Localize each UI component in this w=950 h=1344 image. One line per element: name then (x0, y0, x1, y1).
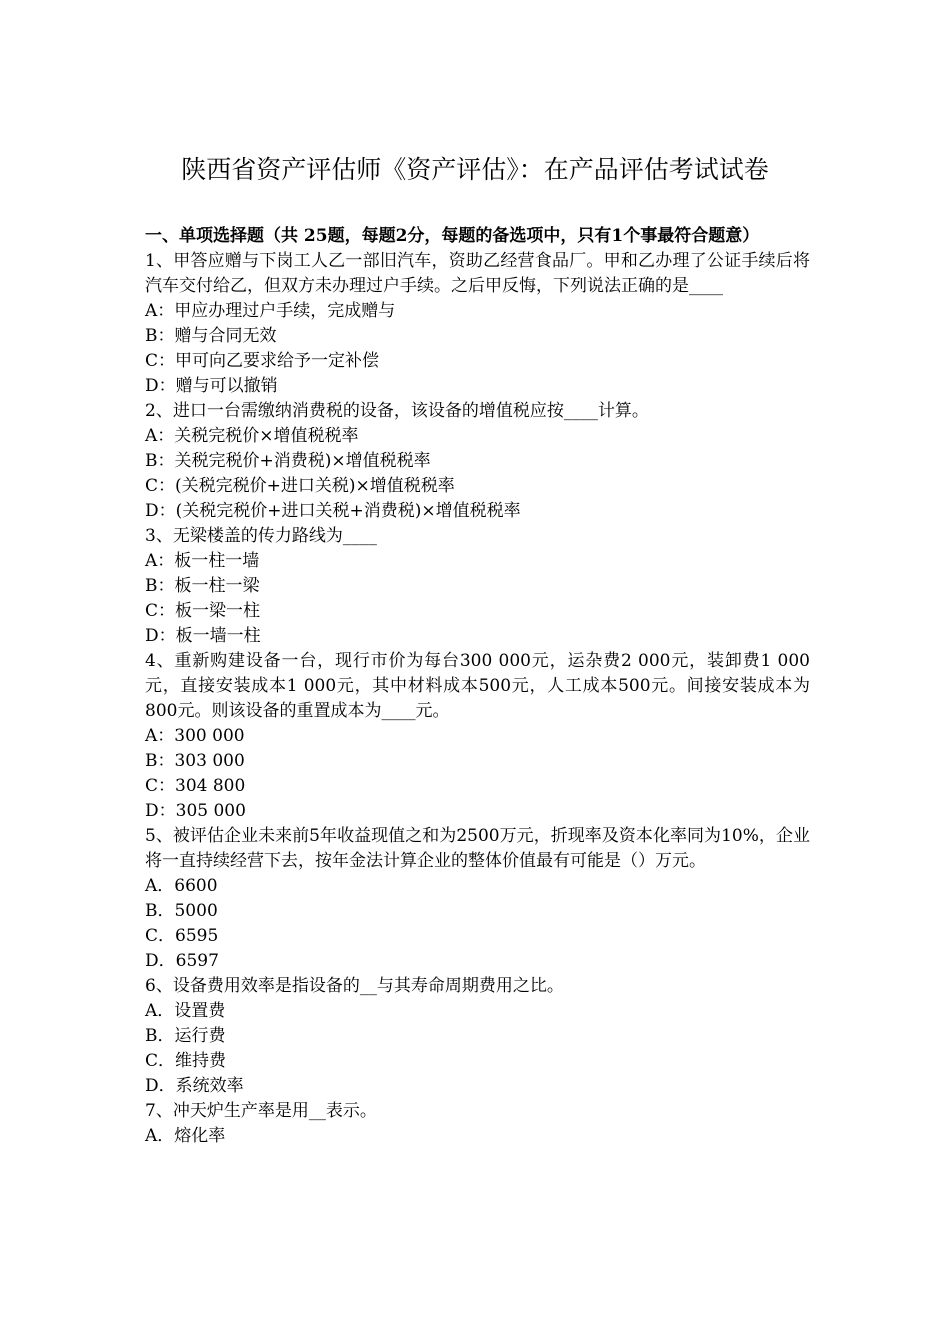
option-c: C：(关税完税价+进口关税)×增值税税率 (145, 476, 455, 496)
question-1 (145, 249, 810, 399)
question-4 (145, 649, 810, 824)
option-b: B．5000 (145, 901, 218, 921)
option-c: C：甲可向乙要求给予一定补偿 (145, 351, 380, 371)
option-b: B．运行费 (145, 1026, 226, 1046)
question-stem: 1、甲答应赠与下岗工人乙一部旧汽车，资助乙经营食品厂。甲和乙办理了公证手续后将汽车交付给乙，但双方未办理过户手续。之后甲反悔，下列说法正确的是____ (145, 251, 810, 296)
option-c: C：304 800 (145, 776, 246, 796)
option-a: A．6600 (145, 876, 218, 896)
option-a: A：关税完税价×增值税税率 (145, 426, 359, 446)
option-a: A：甲应办理过户手续，完成赠与 (145, 301, 396, 321)
option-a: A：300 000 (145, 726, 245, 746)
document-title: 陕西省资产评估师《资产评估》：在产品评估考试试卷 (181, 155, 769, 184)
option-d: D：305 000 (145, 801, 246, 821)
option-a: A．熔化率 (145, 1126, 226, 1146)
question-stem: 6、设备费用效率是指设备的__与其寿命周期费用之比。 (145, 976, 564, 996)
question-stem: 2、进口一台需缴纳消费税的设备，该设备的增值税应按____计算。 (145, 401, 649, 421)
option-b: B：303 000 (145, 751, 245, 771)
section-heading: 一、单项选择题（共 25题，每题2分，每题的备选项中，只有1个事最符合题意） (145, 226, 760, 246)
option-b: B：板一柱一梁 (145, 576, 260, 596)
question-stem: 5、被评估企业未来前5年收益现值之和为2500万元，折现率及资本化率同为10%，企业将一直持续经营下去，按年金法计算企业的整体价值最有可能是（）万元。 (145, 826, 810, 871)
question-5 (145, 824, 810, 974)
document-body (145, 224, 810, 1149)
question-7 (145, 1099, 810, 1149)
option-b: B：赠与合同无效 (145, 326, 277, 346)
question-2 (145, 399, 810, 524)
option-a: A：板一柱一墙 (145, 551, 260, 571)
question-stem: 3、无梁楼盖的传力路线为____ (145, 526, 377, 546)
option-d: D．系统效率 (145, 1076, 244, 1096)
question-3 (145, 524, 810, 649)
option-c: C．维持费 (145, 1051, 227, 1071)
option-b: B：关税完税价+消费税)×增值税税率 (145, 451, 431, 471)
question-stem: 4、重新购建设备一台，现行市价为每台300 000元，运杂费2 000元，装卸费1 000元，直接安装成本1 000元，其中材料成本500元，人工成本500元。间接安装成本为800元。则该设备的重置成本为____元。 (145, 651, 810, 721)
question-6 (145, 974, 810, 1099)
question-stem: 7、冲天炉生产率是用__表示。 (145, 1101, 377, 1121)
option-a: A．设置费 (145, 1001, 226, 1021)
option-d: D：(关税完税价+进口关税+消费税)×增值税税率 (145, 501, 521, 521)
option-c: C：板一梁一柱 (145, 601, 261, 621)
option-d: D：赠与可以撤销 (145, 376, 278, 396)
option-d: D：板一墙一柱 (145, 626, 261, 646)
option-d: D．6597 (145, 951, 219, 971)
option-c: C．6595 (145, 926, 219, 946)
